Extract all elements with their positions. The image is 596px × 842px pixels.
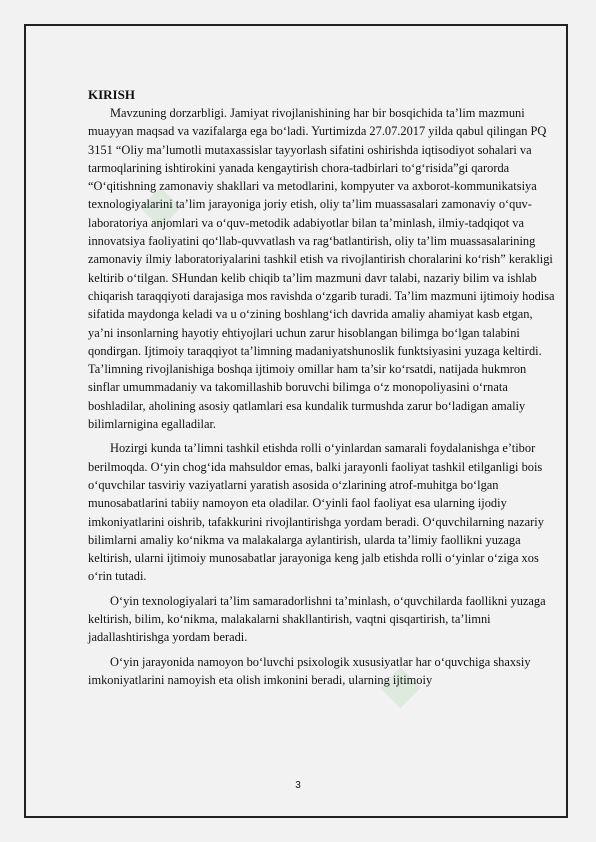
paragraph: O‘yin jarayonida namoyon bo‘luvchi psixologik xususiyatlar har o‘quvchiga shaxsiy imkoniyatlarini namoyish eta olish imkonini beradi, ularning ijtimoiy <box>88 654 531 687</box>
paragraph: Mavzuning dorzarbligi. Jamiyat rivojlanishining har bir bosqichida ta’lim mazmuni muayyan maqsad va vazifalarga ega bo‘ladi. Yurtimizda 27.07.2017 yilda qabul qilingan PQ 3151 “Oliy ma’lumotli mutaxassislar tayyorlash sifatini oshirishda iqtisodiyot sohalari va tarmoqlarining ishtirokini yanada kengaytirish chora-tadbirlari to‘g‘risida”gi qarorda “O‘qitishning zamonaviy shakllari va metodlarini, kompyuter va axborot-kommunikatsiya texnologiyalarini ta’lim jarayoniga joriy etish, oliy ta’lim muassasalari zamonaviy o‘quv-laboratoriya anjomlari va o‘quv-metodik adabiyotlar bilan ta’minlash, ilmiy-tadqiqot va innovatsiya faoliyatini qo‘llab-quvvatlash va rag‘batlantirish, oliy ta’lim muassasalarining zamonaviy ilmiy laboratoriyalarini tashkil etish va rivojlantirish choralarini ko‘rish” kerakligi keltirib o‘tilgan. SHundan kelib chiqib ta’lim mazmuni davr talabi, nazariy bilim va ishlab chiqarish taraqqiyoti darajasiga mos ravishda o‘zgarib turadi. Ta’lim mazmuni ijtimoiy hodisa sifatida maydonga keladi va u o‘zining boshlang‘ich davrida amaliy ahamiyat kasb etgan, ya’ni insonlarning hayotiy ehtiyojlari uchun zarur hisoblangan bilimga bo‘lgan talabini qondirgan. Ijtimoiy taraqqiyot ta’limning madaniyatshunoslik funktsiyasini yuzaga keltirdi. Ta’limning rivojlanishiga boshqa ijtimoiy omillar ham ta’sir ko‘rsatdi, natijada hukmron sinflar umummadaniy va takomillashib boruvchi bilimga o‘z monopoliyasini o‘rnata boshladilar, aholining asosiy qatlamlari esa kundalik turmushda zarur bo‘ladigan amaliy bilimlarnigina egalladilar. <box>88 106 555 432</box>
section-heading: KIRISH <box>88 87 135 102</box>
watermark-logo: ■ <box>362 646 439 723</box>
paragraph: Hozirgi kunda ta’limni tashkil etishda rolli o‘yinlardan samarali foydalanishga e’tibor berilmoqda. O‘yin chog‘ida mahsuldor emas, balki jarayonli faoliyat tashkil etilganligi bois o‘quvchilar tasviriy vaziyatlarni yaratish asosida o‘zlarining atrof-muhitga bo‘lgan munosabatlarini tabiiy namoyon eta oladilar. O‘yinli faol faoliyat esa ularning ijodiy imkoniyatlarini oishrib, tafakkurini rivojlantirishga yordam beradi. O‘quvchilarning nazariy bilimlarni amaliy ko‘nikma va malakalarga aylantirish, ularda ta’limiy faollikni yuzaga keltirish, ularni ijtimoiy munosabatlar jarayoniga keng jalb etishda rolli o‘yinlar o‘ziga xos o‘rin tutadi. <box>88 441 544 584</box>
paragraph: O‘yin texnologiyalari ta’lim samaradorlishni ta’minlash, o‘quvchilarda faollikni yuzaga keltirish, bilim, ko‘nikma, malakalarni shakllantirish, vaqtni qisqartirish, ta’limni jadallashtirishga yordam beradi. <box>88 593 546 645</box>
watermark-logo: ■ <box>122 166 199 243</box>
page-number: 3 <box>295 780 301 791</box>
document-body <box>88 86 558 689</box>
